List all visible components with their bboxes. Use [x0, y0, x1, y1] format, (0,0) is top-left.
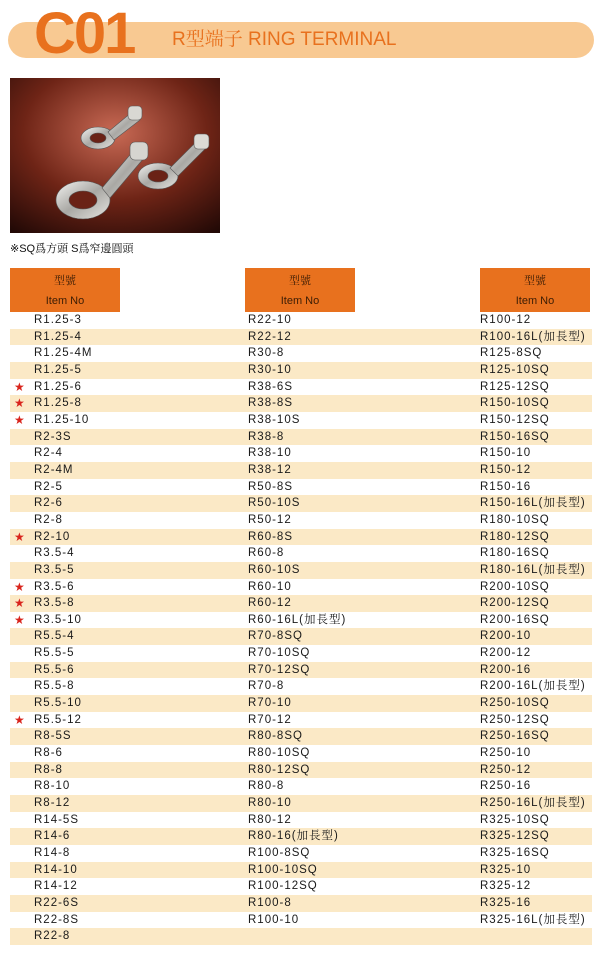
item-number: R100-10 — [248, 913, 300, 926]
table-row — [10, 412, 592, 429]
header-label-en: Item No — [280, 295, 320, 307]
header-label-en: Item No — [45, 295, 85, 307]
item-number: R8-8 — [34, 763, 63, 776]
item-number: R30-10 — [248, 363, 292, 376]
table-row — [10, 662, 592, 679]
item-number: R8-5S — [34, 730, 72, 743]
table-row — [10, 628, 592, 645]
table-row — [10, 312, 592, 329]
item-number: R1.25-6 — [34, 380, 82, 393]
item-number: R5.5-6 — [34, 663, 75, 676]
item-number: R200-10SQ — [480, 580, 550, 593]
page-title: R型端子 RING TERMINAL — [172, 29, 397, 50]
item-number: R60-16L(加長型) — [248, 613, 347, 626]
item-number: R3.5-4 — [34, 547, 75, 560]
table-row — [10, 812, 592, 829]
table-row — [10, 579, 592, 596]
ring-terminal-photo-icon — [10, 78, 220, 233]
item-number: R325-10SQ — [480, 813, 550, 826]
table-row — [10, 379, 592, 396]
table-row — [10, 828, 592, 845]
item-number: R150-10SQ — [480, 397, 550, 410]
header-label-cn: 型號 — [289, 275, 311, 287]
item-number: R180-12SQ — [480, 530, 550, 543]
item-number: R50-8S — [248, 480, 293, 493]
item-number: R150-16 — [480, 480, 532, 493]
item-number: R38-10S — [248, 413, 301, 426]
item-number: R80-12 — [248, 813, 292, 826]
item-number: R3.5-10 — [34, 613, 82, 626]
item-number: R200-16 — [480, 663, 532, 676]
item-number: R3.5-5 — [34, 563, 75, 576]
item-number: R200-16SQ — [480, 613, 550, 626]
item-number: R150-16L(加長型) — [480, 497, 586, 510]
table-row — [10, 712, 592, 729]
item-number: R38-6S — [248, 380, 293, 393]
item-number: R325-10 — [480, 863, 532, 876]
table-row — [10, 728, 592, 745]
item-number: R38-8 — [248, 430, 285, 443]
table-row — [10, 479, 592, 496]
item-number: R22-8S — [34, 913, 79, 926]
table-row — [10, 545, 592, 562]
column-header-3 — [480, 268, 590, 312]
item-number: R250-16 — [480, 780, 532, 793]
note-text: ※SQ爲方頭 S爲窄邊圓頭 — [10, 243, 134, 255]
item-number: R5.5-5 — [34, 647, 75, 660]
star-icon: ★ — [14, 579, 25, 594]
item-number: R1.25-8 — [34, 397, 82, 410]
item-number: R8-12 — [34, 797, 71, 810]
table-row — [10, 329, 592, 346]
item-number: R14-6 — [34, 830, 71, 843]
item-number: R38-12 — [248, 463, 292, 476]
table-row — [10, 695, 592, 712]
star-icon: ★ — [14, 612, 25, 627]
star-icon: ★ — [14, 596, 25, 611]
star-icon: ★ — [14, 712, 25, 727]
item-number: R70-10SQ — [248, 647, 311, 660]
table-row — [10, 529, 592, 546]
item-number: R125-8SQ — [480, 347, 543, 360]
item-number: R100-8 — [248, 896, 292, 909]
item-number: R3.5-6 — [34, 580, 75, 593]
table-row — [10, 362, 592, 379]
item-number: R1.25-10 — [34, 413, 90, 426]
item-number: R5.5-12 — [34, 713, 82, 726]
star-icon: ★ — [14, 396, 25, 411]
star-icon: ★ — [14, 529, 25, 544]
table-row — [10, 928, 592, 945]
item-number: R70-12 — [248, 713, 292, 726]
item-number: R250-12 — [480, 763, 532, 776]
product-code: C01 — [34, 1, 135, 66]
item-number: R5.5-8 — [34, 680, 75, 693]
item-number: R14-8 — [34, 847, 71, 859]
item-number: R200-16L(加長型) — [480, 680, 586, 693]
item-number: R2-4M — [34, 463, 74, 476]
item-number: R325-12 — [480, 880, 532, 893]
item-number: R2-8 — [34, 513, 63, 526]
table-row — [10, 395, 592, 412]
table-row — [10, 878, 592, 895]
item-number: R1.25-4 — [34, 330, 82, 343]
item-table — [10, 312, 592, 945]
item-number: R200-12 — [480, 647, 532, 660]
item-number: R70-8SQ — [248, 630, 303, 643]
item-number: R250-10 — [480, 747, 532, 760]
item-number: R8-10 — [34, 780, 71, 793]
item-number: R50-12 — [248, 513, 292, 526]
item-number: R325-16L(加長型) — [480, 913, 586, 926]
table-row — [10, 912, 592, 929]
column-header-2 — [245, 268, 355, 312]
item-number: R80-10 — [248, 797, 292, 810]
item-number: R150-12SQ — [480, 413, 550, 426]
item-number: R80-12SQ — [248, 763, 311, 776]
table-row — [10, 645, 592, 662]
item-number: R70-12SQ — [248, 663, 311, 676]
item-number: R1.25-4M — [34, 347, 93, 360]
table-row — [10, 429, 592, 446]
item-number: R125-12SQ — [480, 380, 550, 393]
item-number: R150-16SQ — [480, 430, 550, 443]
item-number: R60-8 — [248, 547, 285, 560]
item-number: R100-8SQ — [248, 847, 311, 859]
table-row — [10, 562, 592, 579]
item-number: R50-10S — [248, 497, 301, 510]
table-row — [10, 862, 592, 879]
item-number: R60-12 — [248, 597, 292, 610]
item-number: R14-5S — [34, 813, 79, 826]
item-number: R325-12SQ — [480, 830, 550, 843]
item-number: R325-16 — [480, 896, 532, 909]
item-number: R60-10S — [248, 563, 301, 576]
item-number: R22-10 — [248, 314, 292, 326]
item-number: R2-6 — [34, 497, 63, 510]
table-row — [10, 345, 592, 362]
item-number: R250-12SQ — [480, 713, 550, 726]
table-row — [10, 795, 592, 812]
item-number: R1.25-5 — [34, 363, 82, 376]
item-number: R14-12 — [34, 880, 78, 893]
item-number: R80-8SQ — [248, 730, 303, 743]
item-number: R150-12 — [480, 463, 532, 476]
star-icon: ★ — [14, 412, 25, 427]
item-number: R180-10SQ — [480, 513, 550, 526]
item-number: R2-4 — [34, 447, 63, 460]
table-row — [10, 595, 592, 612]
item-number: R100-10SQ — [248, 863, 318, 876]
item-number: R22-6S — [34, 896, 79, 909]
header-label-cn: 型號 — [524, 275, 546, 287]
item-number: R22-8 — [34, 930, 71, 943]
item-number: R125-10SQ — [480, 363, 550, 376]
table-row — [10, 778, 592, 795]
item-number: R2-3S — [34, 430, 72, 443]
item-number: R60-8S — [248, 530, 293, 543]
header-label-cn: 型號 — [54, 275, 76, 287]
item-number: R80-8 — [248, 780, 285, 793]
item-number: R5.5-10 — [34, 697, 82, 710]
item-number: R38-8S — [248, 397, 293, 410]
item-number: R80-16(加長型) — [248, 830, 339, 843]
table-row — [10, 495, 592, 512]
item-number: R250-10SQ — [480, 697, 550, 710]
item-number: R8-6 — [34, 747, 63, 760]
table-row — [10, 678, 592, 695]
item-number: R22-12 — [248, 330, 292, 343]
item-number: R180-16SQ — [480, 547, 550, 560]
table-row — [10, 445, 592, 462]
item-number: R5.5-4 — [34, 630, 75, 643]
item-number: R70-8 — [248, 680, 285, 693]
item-number: R1.25-3 — [34, 314, 82, 326]
item-number: R200-12SQ — [480, 597, 550, 610]
item-number: R325-16SQ — [480, 847, 550, 859]
item-number: R2-5 — [34, 480, 63, 493]
table-row — [10, 462, 592, 479]
item-number: R200-10 — [480, 630, 532, 643]
table-row — [10, 512, 592, 529]
header-label-en: Item No — [515, 295, 555, 307]
table-row — [10, 895, 592, 912]
column-header-1 — [10, 268, 120, 312]
table-row — [10, 745, 592, 762]
item-number: R70-10 — [248, 697, 292, 710]
item-number: R100-16L(加長型) — [480, 330, 586, 343]
item-number: R30-8 — [248, 347, 285, 360]
item-number: R250-16L(加長型) — [480, 797, 586, 810]
table-row — [10, 845, 592, 862]
item-number: R3.5-8 — [34, 597, 75, 610]
item-number: R150-10 — [480, 447, 532, 460]
item-number: R250-16SQ — [480, 730, 550, 743]
item-number: R100-12SQ — [248, 880, 318, 893]
item-number: R80-10SQ — [248, 747, 311, 760]
product-photo — [10, 78, 220, 233]
item-number: R2-10 — [34, 530, 71, 543]
item-number: R100-12 — [480, 314, 532, 326]
table-row — [10, 762, 592, 779]
item-number: R180-16L(加長型) — [480, 563, 586, 576]
item-number: R60-10 — [248, 580, 292, 593]
item-number: R14-10 — [34, 863, 78, 876]
star-icon: ★ — [14, 379, 25, 394]
item-number: R38-10 — [248, 447, 292, 460]
table-row — [10, 612, 592, 629]
